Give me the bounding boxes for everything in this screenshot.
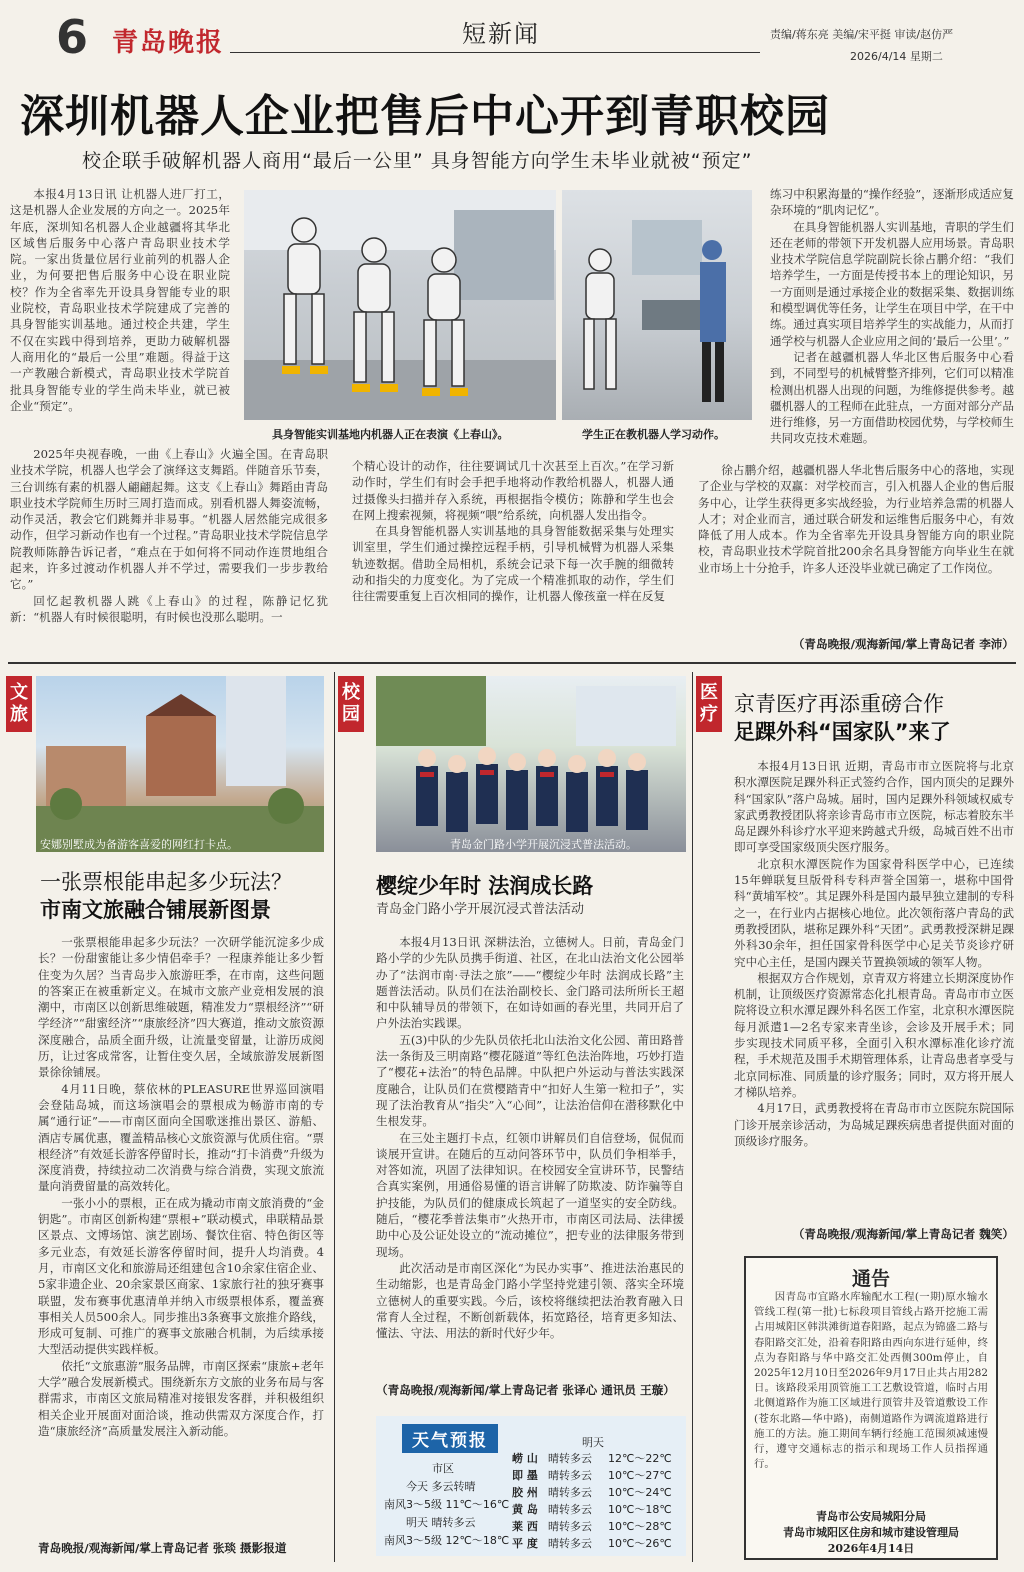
campus-photo	[376, 676, 686, 852]
culture-paragraph: 依托“文旅惠游”服务品牌，市南区探索“康旅+老年大学”融合发展新模式。围绕新东方文旅的业务布局与客群需求，市南区文旅局精准对接银发客群，并积极组织相关企业开展面对面洽谈，推动供需双方深度合作，打造“康旅经济”高质量发展注入新动能。	[38, 1358, 324, 1438]
weather-tomorrow: 明天 晴转多云	[406, 1516, 476, 1529]
culture-photo-caption: 安娜别墅成为备游客喜爱的网红打卡点。	[40, 838, 238, 851]
lead-headline: 深圳机器人企业把售后中心开到青职校园	[20, 91, 830, 142]
notice-issuer-2: 青岛市城阳区住房和城市建设管理局	[783, 1526, 959, 1539]
column-rule	[334, 672, 335, 1562]
paper-logo: 青岛晚报	[112, 28, 225, 58]
medical-credit: （青岛晚报/观海新闻/掌上青岛记者 魏笑）	[792, 1227, 1014, 1241]
lead-photo1-caption: 具身智能实训基地内机器人正在表演《上春山》。	[272, 428, 509, 441]
notice-body: 因青岛市宜路水库输配水工程(一期)原水输水管线工程(第一批)七标段项目管线占路开挖施工需占用城阳区韩洪滩街道春阳路，起点为锦盛二路与春阳路交汇处，沿着春阳路由西向东进行延伸，终点为春阳路与华中路交汇处西侧300m停止，自2025年12月10日至2026年9月17日止共占用282日。该路段采用顶管施工工艺敷设管道，临时占用北侧道路作为施工区域进行顶管井及管道敷设工作(苍东北路—华中路)，南侧道路作为调流道路进行施工的方法。施工期间车辆行经施工范围须减速慢行，遵守交通标志的指示和现场工作人员指挥通行。	[754, 1291, 988, 1471]
weather-row: 崂 山 晴转多云 12℃～22℃	[512, 1452, 672, 1465]
lead-paragraph: 徐占鹏介绍，越疆机器人华北售后服务中心的落地，实现了企业与学校的双赢：对学校而言，引入机器人企业的售后服务中心，让学生获得更多实战经验，为行业培养急需的机器人人才；对企业而言，通过联合研发和运维售后服务中心，有效降低了用人成本。作为全省率先开设具身智能方向的职业院校，青岛职业技术学院首批200余名具身智能方向毕业生在就业市场上十分抢手，许多人还没毕业就已确定了工作岗位。	[698, 463, 1014, 575]
editors-line: 责编/蒋东亮 美编/宋平挺 审读/赵仿严	[770, 28, 954, 41]
section-title: 短新闻	[462, 20, 540, 48]
weather-row: 即 墨 晴转多云 10℃～27℃	[512, 1469, 672, 1482]
culture-paragraph: 一张票根能串起多少玩法？一次研学能沉淀多少成长？一份甜蜜能让多少情侣牵手？一程康养能让多少暂住变为久居？当青岛步入旅游旺季，在市南，这些问题的答案正在被重新定义。在城市文旅产业竞相发展的浪潮中，市南区以创新思维破题，精准发力“票根经济”“研学经济”“甜蜜经济”“康旅经济”四大赛道，推动文旅资源深度融合，品质全面升级，让流量变留量，让游历成阅历，让过客成常客，让暂住变久居，全域旅游发展新图景徐徐铺展。	[38, 935, 324, 1080]
campus-photo-caption: 青岛金门路小学开展沉浸式普法活动。	[450, 838, 637, 851]
campus-paragraph: 此次活动是市南区深化“为民办实事”、推进法治惠民的生动缩影，也是青岛金门路小学坚持党建引领、落实全环境立德树人的重要实践。今后，该校将继续把法治教育融入日常育人全过程，不断创新载体，拓宽路径，培育更多知法、懂法、守法、用法的新时代好少年。	[376, 1260, 684, 1341]
culture-credit: 青岛晚报/观海新闻/掌上青岛记者 张琰 摄影报道	[38, 1541, 287, 1555]
weather-row: 平 度 晴转多云 10℃～26℃	[512, 1537, 672, 1550]
lead-paragraph: 记者在越疆机器人华北区售后服务中心看到，不同型号的机械臂整齐排列，它们可以精准检测出机器人出现的问题，为维修提供参考。越疆机器人的工程师在此驻点，一方面对部分产品进行维修，另一方面借助校园优势，与学校师生共同攻克技术难题。	[770, 349, 1014, 446]
lead-paragraph: 在具身智能机器人实训基地的具身智能数据采集与处理实训室里，学生们通过操控远程手柄，引导机械臂为机器人采集轨迹数据。借助全局相机，系统会记录下每一次手腕的细微转动和指尖的力度变化。为了完成一个精准抓取的动作，学生们往往需要重复上百次相同的操作，让机器人像孩童一样在反复	[352, 524, 674, 604]
lead-paragraph: 回忆起教机器人跳《上春山》的过程，陈静记忆犹新：“机器人有时候很聪明，有时候也没那么聪明。一	[10, 593, 328, 624]
campus-paragraph: 本报4月13日讯 深耕法治，立德树人。日前，青岛金门路小学的少先队员携手街道、社区，在北山法治文化公园举办了“法润市南·寻法之旅”——“樱绽少年时 法润成长路”主题普法活动。队员们在法治副校长、金门路司法所所长王超和中队辅导员的带领下，在如诗如画的春光里，共同开启了户外法治实践课。	[376, 935, 684, 1031]
campus-title: 樱绽少年时 法润成长路	[376, 874, 594, 898]
lead-credit: （青岛晚报/观海新闻/掌上青岛记者 李沛）	[792, 637, 1014, 651]
culture-photo	[36, 676, 324, 852]
lead-column-3b	[698, 462, 1014, 634]
page-number: 6	[56, 10, 89, 64]
lead-paragraph: 本报4月13日讯 让机器人进厂打工，这是机器人企业发展的方向之一。2025年年底，深圳知名机器人企业越疆将其华北区域售后服务中心落户青岛职业技术学院。一家出货量位居行业前列的机器人企业，为何要把售后服务中心设在职业院校？作为全省率先开设具身智能专业的职业院校，青岛职业技术学院建成了完善的具身智能实训基地。通过校企共建，学生不仅在实践中得到培养，更助力破解机器人商用化的“最后一公里”难题。得益于这一产教融合新模式，青岛职业技术学院首批具身智能专业的学生尚未毕业，就已被企业“预定”。	[10, 187, 230, 413]
weather-row: 黄 岛 晴转多云 10℃～18℃	[512, 1503, 672, 1516]
weather-row: 胶 州 晴转多云 10℃～24℃	[512, 1486, 672, 1499]
weather-city-label: 市区	[432, 1462, 454, 1475]
medical-paragraph: 4月17日，武勇教授将在青岛市市立医院东院国际门诊开展亲诊活动，为岛城足踝疾病患者提供面对面的顶级诊疗服务。	[734, 1101, 1014, 1148]
weather-tomorrow-wind: 南风3～5级 12℃～18℃	[384, 1534, 510, 1547]
medical-paragraph: 本报4月13日讯 近期，青岛市市立医院将与北京积水潭医院足踝外科正式签约合作，国内顶尖的足踝外科“国家队”落户岛城。届时，国内足踝外科领域权威专家武勇教授团队将亲诊青岛市市立医院，标志着胶东半岛足踝外科诊疗水平迎来跨越式升级，岛城百姓不出市即可享受国家级顶尖医疗服务。	[734, 759, 1014, 855]
public-notice	[744, 1256, 998, 1560]
lead-photo2-caption: 学生正在教机器人学习动作。	[582, 428, 725, 441]
culture-body	[38, 934, 324, 1540]
medical-paragraph: 根据双方合作规划，京青双方将建立长期深度协作机制，让顶级医疗资源常态化扎根青岛。青岛市市立医院将设立积水潭足踝外科名医工作室，北京积水潭医院每月派遣1—2名专家来青坐诊，会诊及开展手术；同步实现技术同质平移，全面引入积水潭标准化诊疗流程，手术规范及围手术期管理体系，让青岛患者享受与北京同标准、同质量的诊疗服务；同时，双方将开展人才梯队培养。	[734, 970, 1014, 1099]
medical-title-2: 足踝外科“国家队”来了	[734, 720, 951, 744]
lead-paragraph: 在具身智能机器人实训基地，青职的学生们还在老师的带领下开发机器人应用场景。青岛职业技术学院信息学院副院长徐占鹏介绍：“我们培养学生，一方面是传授书本上的理论知识，另一方面则是通过承接企业的数据采集、数据训练和模型调优等任务，让学生在项目中学，在干中练。通过真实项目培养学生的实战能力，从而打通学校与机器人企业应用之间的‘最后一公里’。”	[770, 219, 1014, 348]
campus-tag: 校园	[338, 676, 364, 732]
campus-paragraph: 五(3)中队的少先队员依托北山法治文化公园、莆田路普法一条街及三明南路“樱花隧道”等红色法治阵地，巧妙打造了“樱花+法治”的特色品牌。中队把户外运动与普法实践深度融合，让队员们在赏樱踏青中“扣好人生第一粒扣子”，实现了法治教育从“指尖”入“心间”，让法治信仰在潜移默化中生根发芽。	[376, 1032, 684, 1129]
medical-title-1: 京青医疗再添重磅合作	[734, 692, 944, 716]
weather-tomorrow-header: 明天	[582, 1436, 604, 1449]
lead-column-1	[10, 186, 230, 452]
lead-column-1b	[10, 446, 328, 650]
culture-tag: 文旅	[6, 676, 32, 732]
notice-date: 2026年4月14日	[827, 1542, 915, 1555]
lead-paragraph: 个精心设计的动作，往往要调试几十次甚至上百次。”在学习新动作时，学生们有时会手把手地将动作教给机器人，机器人通过摄像头扫描并存入系统，再根据指令模仿；陈静和学生也会在网上搜索视频，将视频“喂”给系统，向机器人发出指令。	[352, 459, 674, 522]
culture-title-2: 市南文旅融合铺展新图景	[40, 898, 271, 922]
notice-title: 通告	[851, 1268, 890, 1290]
lead-paragraph: 练习中积累海量的“操作经验”，逐渐形成适应复杂环境的“肌肉记忆”。	[770, 187, 1014, 218]
column-rule	[692, 672, 693, 1562]
medical-paragraph: 北京积水潭医院作为国家骨科医学中心，已连续15年蝉联复旦版骨科专科声誉全国第一，堪称中国骨科“黄埔军校”。其足踝外科是国内最早独立建制的专科之一，在行业内占据核心地位。此次领衔落户青岛的武勇教授团队，堪称足踝外科“天团”。武勇教授深耕足踝外科30余年，担任国家骨科医学中心足关节炎诊疗研究中心主任，是国内踝关节置换领域的领军人物。	[734, 856, 1014, 969]
lead-column-2	[352, 458, 674, 650]
weather-table	[512, 1450, 682, 1552]
culture-paragraph: 一张小小的票根，正在成为撬动市南文旅消费的“金钥匙”。市南区创新构建“票根+”联动模式，串联精品景区景点、文博场馆、演艺剧场、餐饮住宿、特色街区等多元业态，有效延长游客停留时间，提升人均消费。4月，市南区文化和旅游局还组建包含10余家住宿企业、5家非遗企业、20余家景区商家、1家旅行社的独牙赛事联盟，发布赛事优惠清单并纳入市级票根体系，覆盖赛事相关人员500余人。同步推出3条赛事文旅推介路线，形成可复制、可推广的赛事文旅融合机制，为后续承接大型活动提供实践样板。	[38, 1195, 324, 1357]
header-rule	[230, 52, 760, 53]
medical-tag: 医疗	[696, 676, 722, 732]
campus-credit: （青岛晚报/观海新闻/掌上青岛记者 张译心 通讯员 王璇）	[376, 1383, 675, 1397]
lead-photo-students	[562, 190, 752, 420]
notice-issuer-1: 青岛市公安局城阳分局	[816, 1510, 926, 1523]
culture-title-1: 一张票根能串起多少玩法？	[40, 870, 292, 894]
weather-box	[376, 1416, 686, 1556]
lead-subhead: 校企联手破解机器人商用“最后一公里” 具身智能方向学生未毕业就被“预定”	[82, 150, 753, 172]
weather-today-wind: 南风3～5级 11℃～16℃	[384, 1498, 510, 1511]
weather-today: 今天 多云转晴	[406, 1480, 476, 1493]
lead-photo-robots	[244, 190, 556, 420]
campus-paragraph: 在三处主题打卡点，红领巾讲解员们自信登场，侃侃而谈展开宣讲。在随后的互动问答环节中，队员们争相举手，对答如流，巩固了法律知识。在校园安全宣讲环节，民警结合真实案例，用通俗易懂的语言讲解了防欺凌、防诈骗等自护技能，为队员们的健康成长筑起了一道坚实的安全防线。随后，“樱花季普法集市”火热开市，市南区司法局、法律援助中心及公证处设立的“流动摊位”，把专业的法律服务带到现场。	[376, 1130, 684, 1259]
lead-paragraph: 2025年央视春晚，一曲《上春山》火遍全国。在青岛职业技术学院，机器人也学会了演绎这支舞蹈。伴随音乐节奏，三台训练有素的机器人翩翩起舞。这支《上春山》舞蹈由青岛职业技术学院师生历时三周打造而成。别看机器人舞姿流畅，动作灵活，教会它们跳舞并非易事。“机器人居然能完成很多动作，但学习新动作也有一个过程。”青岛职业技术学院信息学院教师陈静告诉记者，“难点在于如何将不同动作连贯地组合起来，许多过渡动作机器人并不学过，需要我们一步步教给它。”	[10, 447, 328, 592]
lead-column-3	[770, 186, 1014, 458]
culture-paragraph: 4月11日晚，蔡依林的PLEASURE世界巡回演唱会登陆岛城，而这场演唱会的票根成为畅游市南的专属“通行证”——市南区面向全国歌迷推出景区、游船、酒店专属优惠，覆盖精品核心文旅资源与优质住宿。“票根经济”有效延长游客停留时长，推动“打卡消费”升级为深度消费，持续拉动二次消费与综合消费，实现文旅流量向消费留量的高效转化。	[38, 1081, 324, 1194]
medical-body	[734, 758, 1014, 1224]
campus-subtitle: 青岛金门路小学开展沉浸式普法活动	[376, 902, 585, 917]
section-divider	[8, 662, 1016, 664]
weather-title: 天气预报	[402, 1424, 498, 1453]
campus-body	[376, 934, 684, 1380]
date-line: 2026/4/14 星期二	[850, 50, 943, 63]
weather-row: 莱 西 晴转多云 10℃～28℃	[512, 1520, 672, 1533]
